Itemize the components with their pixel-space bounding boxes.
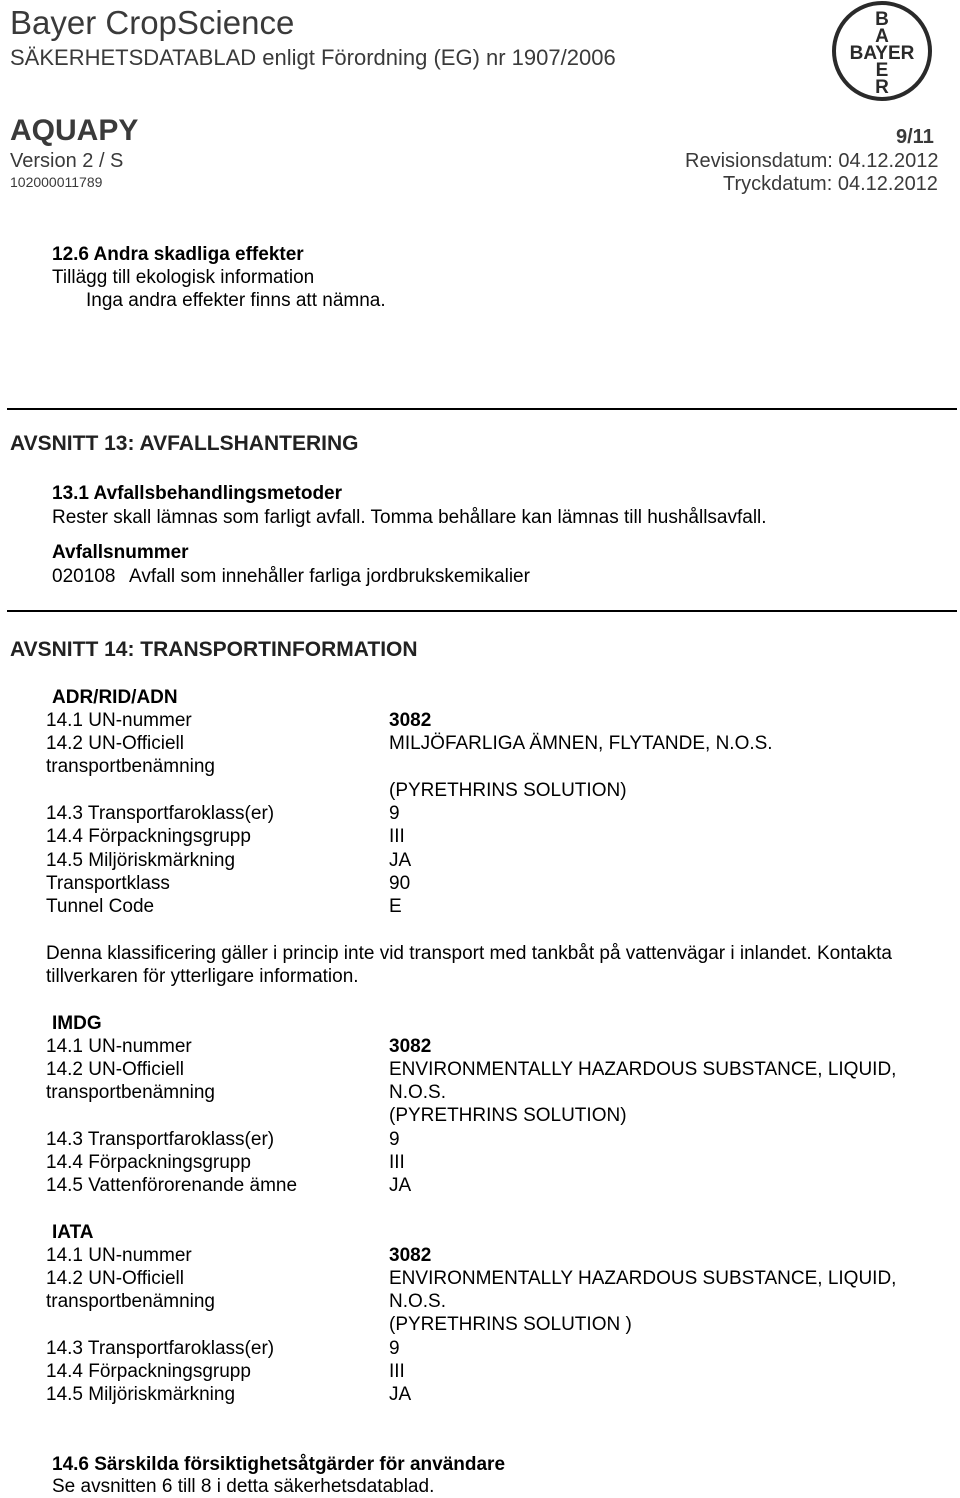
iata-name-value-cont2: (PYRETHRINS SOLUTION ) [389,1314,632,1335]
imdg-name-value-cont: N.O.S. [389,1082,447,1103]
svg-text:BAYER: BAYER [849,43,915,64]
section-13-title: AVSNITT 13: AVFALLSHANTERING [10,432,359,455]
print-date: Tryckdatum: 04.12.2012 [723,173,938,195]
section-12-6-text: Inga andra effekter finns att nämna. [86,290,386,311]
section-14-6-heading: 14.6 Särskilda försiktighetsåtgärder för användare [52,1454,506,1475]
imdg-marine-pollutant-label: 14.5 Vattenförorenande ämne [46,1175,298,1196]
iata-un-label: 14.1 UN-nummer [46,1245,192,1266]
adr-note-cont: tillverkaren för ytterligare information. [46,966,359,987]
adr-un-label: 14.1 UN-nummer [46,710,192,731]
section-13-1-text: Rester skall lämnas som farligt avfall. Tomma behållare kan lämnas till hushållsavfall. [52,507,767,528]
imdg-un-value: 3082 [389,1036,432,1057]
adr-note: Denna klassificering gäller i princip inte vid transport med tankbåt på vattenvägar i inlandet. Kontakta [46,943,892,964]
iata-packing-group-label: 14.4 Förpackningsgrupp [46,1361,251,1382]
section-divider [7,408,957,410]
adr-tunnel-value: E [389,896,402,917]
adr-name-label: 14.2 UN-Officiell [46,733,184,754]
waste-code: 020108 [52,566,116,587]
imdg-class-value: 9 [389,1129,400,1150]
adr-env-value: JA [389,850,412,871]
adr-name-value: MILJÖFARLIGA ÄMNEN, FLYTANDE, N.O.S. [389,733,773,754]
svg-text:B: B [875,9,889,30]
page-number: 9/11 [896,126,934,148]
imdg-marine-pollutant-value: JA [389,1175,412,1196]
waste-description: Avfall som innehåller farliga jordbrukskemikalier [129,566,530,587]
iata-env-value: JA [389,1384,412,1405]
document-regulation: SÄKERHETSDATABLAD enligt Förordning (EG) nr 1907/2006 [10,45,616,70]
adr-heading: ADR/RID/ADN [52,687,178,708]
section-14-title: AVSNITT 14: TRANSPORTINFORMATION [10,638,418,661]
imdg-name-value-cont2: (PYRETHRINS SOLUTION) [389,1105,627,1126]
imdg-heading: IMDG [52,1013,102,1034]
adr-class-label: 14.3 Transportfaroklass(er) [46,803,275,824]
adr-packing-group-label: 14.4 Förpackningsgrupp [46,826,251,847]
section-14-6-text: Se avsnitten 6 till 8 i detta säkerhetsdatablad. [52,1476,435,1497]
imdg-name-label-cont: transportbenämning [46,1082,215,1103]
adr-transport-class-value: 90 [389,873,411,894]
section-divider [7,610,957,612]
section-13-1-heading: 13.1 Avfallsbehandlingsmetoder [52,483,343,504]
iata-name-value: ENVIRONMENTALLY HAZARDOUS SUBSTANCE, LIQUID, [389,1268,897,1289]
iata-un-value: 3082 [389,1245,432,1266]
document-number: 102000011789 [10,174,103,190]
iata-heading: IATA [52,1222,94,1243]
section-12-6-subheading: Tillägg till ekologisk information [52,267,315,288]
adr-packing-group-value: III [389,826,405,847]
adr-name-label-cont: transportbenämning [46,756,215,777]
iata-class-value: 9 [389,1338,400,1359]
imdg-un-label: 14.1 UN-nummer [46,1036,192,1057]
svg-text:R: R [875,77,889,98]
iata-name-value-cont: N.O.S. [389,1291,447,1312]
iata-class-label: 14.3 Transportfaroklass(er) [46,1338,275,1359]
imdg-packing-group-value: III [389,1152,405,1173]
iata-name-label: 14.2 UN-Officiell [46,1268,184,1289]
revision-date: Revisionsdatum: 04.12.2012 [685,150,939,172]
imdg-name-label: 14.2 UN-Officiell [46,1059,184,1080]
adr-un-value: 3082 [389,710,432,731]
svg-text:E: E [875,60,889,81]
iata-env-label: 14.5 Miljöriskmärkning [46,1384,236,1405]
adr-transport-class-label: Transportklass [46,873,170,894]
imdg-packing-group-label: 14.4 Förpackningsgrupp [46,1152,251,1173]
version: Version 2 / S [10,150,124,172]
bayer-logo [831,0,933,102]
iata-name-label-cont: transportbenämning [46,1291,215,1312]
adr-tunnel-label: Tunnel Code [46,896,155,917]
section-12-6-heading: 12.6 Andra skadliga effekter [52,244,304,265]
adr-name-value-cont: (PYRETHRINS SOLUTION) [389,780,627,801]
adr-class-value: 9 [389,803,400,824]
product-name: AQUAPY [10,114,139,147]
iata-packing-group-value: III [389,1361,405,1382]
imdg-class-label: 14.3 Transportfaroklass(er) [46,1129,275,1150]
adr-env-label: 14.5 Miljöriskmärkning [46,850,236,871]
imdg-name-value: ENVIRONMENTALLY HAZARDOUS SUBSTANCE, LIQUID, [389,1059,897,1080]
svg-text:A: A [875,26,889,47]
company-name: Bayer CropScience [10,4,295,41]
waste-number-heading: Avfallsnummer [52,542,189,563]
